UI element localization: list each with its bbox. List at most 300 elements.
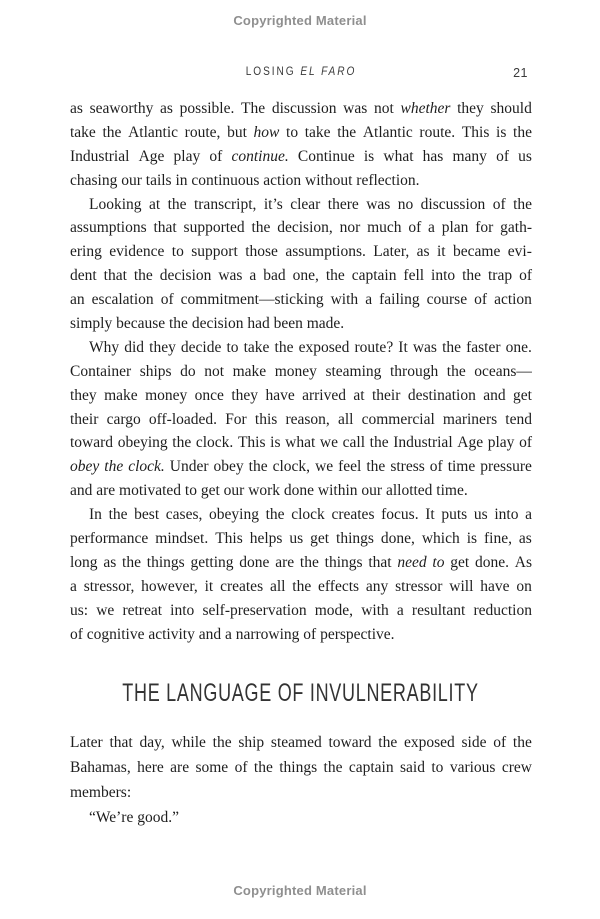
body-text-main [70, 97, 532, 646]
text-run: plan [441, 219, 469, 237]
text-run: oceans— [474, 362, 532, 380]
text-run: a [365, 291, 373, 309]
text-run: off-loaded. [148, 410, 218, 428]
text-run: is [466, 530, 478, 548]
text-run: puts [441, 506, 468, 524]
text-run: course [426, 291, 468, 309]
text-run: it’s [263, 195, 283, 213]
text-run: did [124, 338, 145, 356]
text-run: “We’re good.” [89, 809, 179, 826]
chapter-title-ship-name: EL FARO [300, 66, 357, 78]
text-run: have [480, 577, 510, 595]
text-run: Atlantic [128, 123, 179, 141]
text-run: us [518, 147, 532, 165]
text-run: route, [184, 123, 221, 141]
text-run: became [453, 243, 501, 261]
text-run: stressor, [83, 577, 135, 595]
text-run: some [195, 759, 229, 776]
text-run: at [148, 195, 161, 213]
text-line [70, 431, 532, 455]
text-run: the [325, 267, 345, 285]
text-run: any [365, 577, 389, 595]
text-run: transcript, [193, 195, 257, 213]
text-run: crew [501, 759, 532, 776]
text-line [70, 503, 532, 527]
text-run: As [514, 553, 532, 571]
text-run: there [327, 195, 359, 213]
text-run: get [310, 530, 330, 548]
text-run: it [437, 243, 446, 261]
text-run: This [215, 530, 243, 548]
text-line [70, 384, 532, 408]
text-run: their [70, 410, 99, 428]
text-run: is [496, 123, 507, 141]
text-run: nor [339, 219, 361, 237]
text-run: ships [139, 362, 172, 380]
text-run: a [249, 267, 257, 285]
text-run: which [421, 530, 460, 548]
text-run: their [372, 386, 401, 404]
text-run: arrived [302, 386, 346, 404]
text-run: the [292, 577, 312, 595]
text-run: the [513, 123, 532, 141]
text-line [70, 336, 532, 360]
text-run: one, [292, 267, 319, 285]
text-run: done, [380, 530, 415, 548]
text-run: obeying [117, 434, 168, 452]
text-run: evi- [507, 243, 532, 261]
text-run: Industrial [70, 147, 130, 165]
text-run: we [319, 434, 338, 452]
text-run: of cognitive activity and a narrowing of perspective. [70, 625, 395, 643]
text-run: Looking [89, 195, 142, 213]
text-run: they [149, 338, 176, 356]
text-run: clock, [272, 458, 311, 476]
text-run: of [493, 734, 507, 751]
text-run: mode, [314, 601, 354, 619]
copyright-notice-bottom: Copyrighted Material [233, 883, 367, 898]
text-run: retreat [122, 601, 163, 619]
text-run: time [447, 458, 476, 476]
text-run: self-preservation [202, 601, 307, 619]
text-run: will [449, 577, 474, 595]
text-run: to [432, 553, 445, 571]
text-run: done [239, 553, 270, 571]
text-line [70, 288, 532, 312]
text-run: whether [400, 100, 451, 117]
text-run: all [269, 577, 286, 595]
text-run: is [363, 147, 375, 165]
text-run: bad [263, 267, 286, 285]
text-run: cargo [106, 410, 141, 428]
text-run: failing [379, 291, 420, 309]
text-run: of [429, 458, 443, 476]
text-run: of [160, 291, 174, 309]
text-run: exposed [403, 734, 455, 751]
text-run: Atlantic [362, 123, 413, 141]
chapter-title [98, 66, 505, 78]
text-run: steaming [325, 362, 382, 380]
text-run: was [343, 100, 368, 117]
text-run: the [253, 759, 273, 776]
text-run: This [237, 434, 266, 452]
text-line [70, 599, 532, 623]
body-text-after-heading [70, 730, 532, 830]
text-run: for [475, 219, 494, 237]
text-run: For [225, 410, 247, 428]
text-run: simply because the decision had been made. [70, 315, 345, 333]
text-run: all [337, 410, 354, 428]
text-line [70, 360, 532, 384]
text-run: the [337, 123, 357, 141]
text-run: of [519, 434, 532, 452]
text-run: play [487, 434, 515, 452]
text-run: to [226, 338, 239, 356]
text-run: the [167, 195, 187, 213]
text-run: steamed [270, 734, 322, 751]
text-line [70, 575, 532, 599]
text-run: what [383, 147, 414, 165]
text-run: should [490, 100, 532, 117]
text-run: clock [291, 506, 325, 524]
text-run: the [104, 458, 124, 476]
text-run: not [373, 100, 394, 117]
text-run: toward [70, 434, 114, 452]
text-run: Bahamas, [70, 759, 131, 776]
text-run: take [70, 123, 96, 141]
text-run: dent [70, 267, 97, 285]
text-run: captain [351, 267, 397, 285]
text-line [70, 755, 532, 780]
text-run: was [218, 267, 243, 285]
text-run: they [231, 386, 259, 404]
text-run: what [285, 434, 316, 452]
text-run: the [122, 553, 141, 571]
text-run: This [461, 123, 490, 141]
text-run: we [96, 601, 115, 619]
text-run: are [275, 553, 295, 571]
text-run: It [398, 338, 408, 356]
page-number: 21 [513, 66, 528, 80]
text-run: not [204, 362, 224, 380]
text-run: long [70, 553, 98, 571]
text-run: get [513, 386, 532, 404]
text-run: the [251, 219, 271, 237]
text-line [70, 240, 532, 264]
text-run: a [428, 219, 435, 237]
text-run: was [366, 195, 391, 213]
text-run: through [389, 362, 439, 380]
section-heading: THE LANGUAGE OF INVULNERABILITY [121, 679, 479, 707]
text-run: Later, [373, 243, 410, 261]
text-run: creates [331, 506, 375, 524]
text-run: no [397, 195, 414, 213]
text-run: that [103, 267, 127, 285]
text-run: mariners [442, 410, 498, 428]
text-run: day, [139, 734, 165, 751]
text-run: decision [159, 267, 212, 285]
text-run: reason, [285, 410, 330, 428]
text-run: into [494, 506, 519, 524]
text-run: assumptions [70, 219, 147, 237]
text-run: of [492, 195, 506, 213]
text-run: a [525, 506, 532, 524]
text-run: effects [318, 577, 360, 595]
text-run: things [279, 759, 318, 776]
text-run: those [245, 243, 278, 261]
text-run: best [134, 506, 160, 524]
text-line [70, 479, 532, 503]
text-line [70, 97, 532, 121]
text-run: fell [403, 267, 425, 285]
text-run: money [274, 362, 317, 380]
text-line [70, 408, 532, 432]
text-run: however, [141, 577, 198, 595]
text-run: reduction [473, 601, 532, 619]
text-run: Why [89, 338, 120, 356]
text-line [70, 551, 532, 575]
text-run: exposed [298, 338, 350, 356]
text-run: creates [220, 577, 264, 595]
text-run: while [171, 734, 206, 751]
text-run: they [457, 100, 484, 117]
text-run: decision, [277, 219, 333, 237]
text-run: evidence [109, 243, 165, 261]
text-run: clock. [128, 458, 165, 476]
text-run: In [89, 506, 102, 524]
text-run: take [243, 338, 270, 356]
text-run: do [180, 362, 196, 380]
text-run: Later [70, 734, 103, 751]
text-run: that [153, 219, 177, 237]
text-run: ering [70, 243, 102, 261]
text-run: cases, [165, 506, 203, 524]
text-run: a [396, 601, 404, 619]
text-run: tend [505, 410, 532, 428]
text-line [70, 169, 532, 193]
text-run: the [265, 506, 285, 524]
text-run: at [353, 386, 365, 404]
text-run: the [366, 458, 386, 476]
text-line [70, 805, 532, 830]
text-run: need [397, 553, 427, 571]
text-run: of [519, 267, 532, 285]
text-run: Age [457, 434, 484, 452]
text-line [70, 730, 532, 755]
text-run: the [442, 338, 461, 356]
text-run: Continue [297, 147, 355, 165]
text-run: things [324, 553, 363, 571]
text-run: various [449, 759, 496, 776]
text-run: supported [183, 219, 245, 237]
text-run: helps [249, 530, 283, 548]
text-run: was [412, 338, 437, 356]
text-run: the [133, 267, 153, 285]
text-run: the [369, 434, 389, 452]
text-run: play [173, 147, 201, 165]
text-run: clear [290, 195, 321, 213]
text-run: chasing our tails in continuous action without reflection. [70, 171, 420, 189]
text-run: of [474, 291, 488, 309]
text-run: but [227, 123, 247, 141]
text-run: discussion [271, 100, 337, 117]
text-run: feel [338, 458, 362, 476]
text-run: the [248, 458, 268, 476]
text-run: the [102, 123, 122, 141]
text-line [70, 216, 532, 240]
text-run: take [304, 123, 331, 141]
text-run: as [416, 243, 430, 261]
text-run: performance [70, 530, 149, 548]
text-line [70, 121, 532, 145]
text-run: escalation [91, 291, 154, 309]
text-run: of [209, 147, 223, 165]
text-run: route. [419, 123, 456, 141]
copyright-notice-top: Copyrighted Material [233, 13, 367, 28]
text-line [70, 527, 532, 551]
text-run: Container [70, 362, 132, 380]
text-run: route? [354, 338, 394, 356]
text-run: toward [328, 734, 372, 751]
text-run: as [518, 530, 532, 548]
text-run: getting [190, 553, 234, 571]
text-run: assumptions. [285, 243, 366, 261]
text-run: discussion [420, 195, 486, 213]
text-run: and [483, 386, 506, 404]
text-run: destination [407, 386, 476, 404]
text-line [70, 312, 532, 336]
text-run: call [342, 434, 365, 452]
text-line [70, 623, 532, 647]
text-run: the [274, 338, 294, 356]
text-run: here [137, 759, 164, 776]
text-run: we [315, 458, 334, 476]
text-run: The [241, 100, 266, 117]
text-run: are [170, 759, 190, 776]
chapter-title-text: LOSING [245, 66, 301, 78]
text-run: to [171, 243, 184, 261]
text-run: things [336, 530, 374, 548]
text-run: action [494, 291, 532, 309]
text-run: and are motivated to get our work done within our allotted time. [70, 482, 468, 500]
text-line [70, 780, 532, 805]
text-run: the [512, 734, 532, 751]
text-run: the [323, 759, 343, 776]
text-run: of [496, 147, 510, 165]
text-run: of [408, 219, 422, 237]
text-run: support [191, 243, 238, 261]
text-run: the [462, 267, 482, 285]
text-run: captain [348, 759, 394, 776]
text-run: once [194, 386, 224, 404]
text-run: obey [213, 458, 244, 476]
text-run: it [204, 577, 214, 595]
text-run: stressor [395, 577, 443, 595]
text-run: much [367, 219, 402, 237]
text-run: pressure [480, 458, 532, 476]
text-run: this [254, 410, 278, 428]
text-run: us [473, 506, 488, 524]
text-run: mindset. [155, 530, 209, 548]
text-run: one. [505, 338, 532, 356]
text-run: It [425, 506, 435, 524]
text-run: make [104, 386, 138, 404]
text-run: the [299, 553, 319, 571]
text-run: the [378, 734, 398, 751]
text-run: into [431, 267, 456, 285]
text-run: a [70, 577, 77, 595]
text-run: as [70, 100, 83, 117]
text-run: Age [138, 147, 165, 165]
text-run: as [160, 100, 173, 117]
text-run: continue. [231, 147, 289, 165]
text-run: decide [180, 338, 222, 356]
text-run: the [513, 195, 532, 213]
text-run: clock. [195, 434, 234, 452]
text-run: that [368, 553, 392, 571]
text-run: as [103, 553, 117, 571]
text-run: us [289, 530, 304, 548]
text-run: they [70, 386, 97, 404]
text-run: an [70, 291, 85, 309]
text-run: with [330, 291, 359, 309]
text-run: faster [466, 338, 501, 356]
text-run: us: [70, 601, 89, 619]
text-run: many [452, 147, 487, 165]
text-run: seaworthy [89, 100, 154, 117]
text-run: Under [169, 458, 209, 476]
text-line [70, 455, 532, 479]
text-run: ship [238, 734, 265, 751]
text-run: to [286, 123, 299, 141]
text-run: said [400, 759, 425, 776]
text-run: money [145, 386, 188, 404]
text-run: of [234, 759, 248, 776]
text-run: make [232, 362, 267, 380]
text-run: possible. [179, 100, 235, 117]
text-run: has [422, 147, 444, 165]
text-run: focus. [381, 506, 419, 524]
text-run: with [361, 601, 389, 619]
text-run: how [253, 123, 280, 141]
text-run: commitment—sticking [180, 291, 324, 309]
text-run: to [431, 759, 444, 776]
text-line [70, 264, 532, 288]
text-run: things [146, 553, 185, 571]
text-run: trap [488, 267, 513, 285]
text-run: stress [390, 458, 425, 476]
text-run: the [108, 506, 128, 524]
text-run: on [516, 577, 532, 595]
text-run: done. [474, 553, 509, 571]
text-run: gath- [500, 219, 532, 237]
text-run: the [212, 734, 232, 751]
text-run: commercial [361, 410, 435, 428]
text-run: Industrial [393, 434, 453, 452]
text-line [70, 145, 532, 169]
text-run: that [109, 734, 133, 751]
section-heading-row [0, 679, 600, 708]
text-run: is [270, 434, 281, 452]
text-run: side [461, 734, 487, 751]
text-run: obey [70, 458, 100, 476]
running-header [70, 66, 532, 84]
text-run: into [170, 601, 195, 619]
text-run: the [446, 362, 466, 380]
text-run: obeying [209, 506, 259, 524]
text-run: members: [70, 784, 132, 801]
text-run: get [450, 553, 470, 571]
